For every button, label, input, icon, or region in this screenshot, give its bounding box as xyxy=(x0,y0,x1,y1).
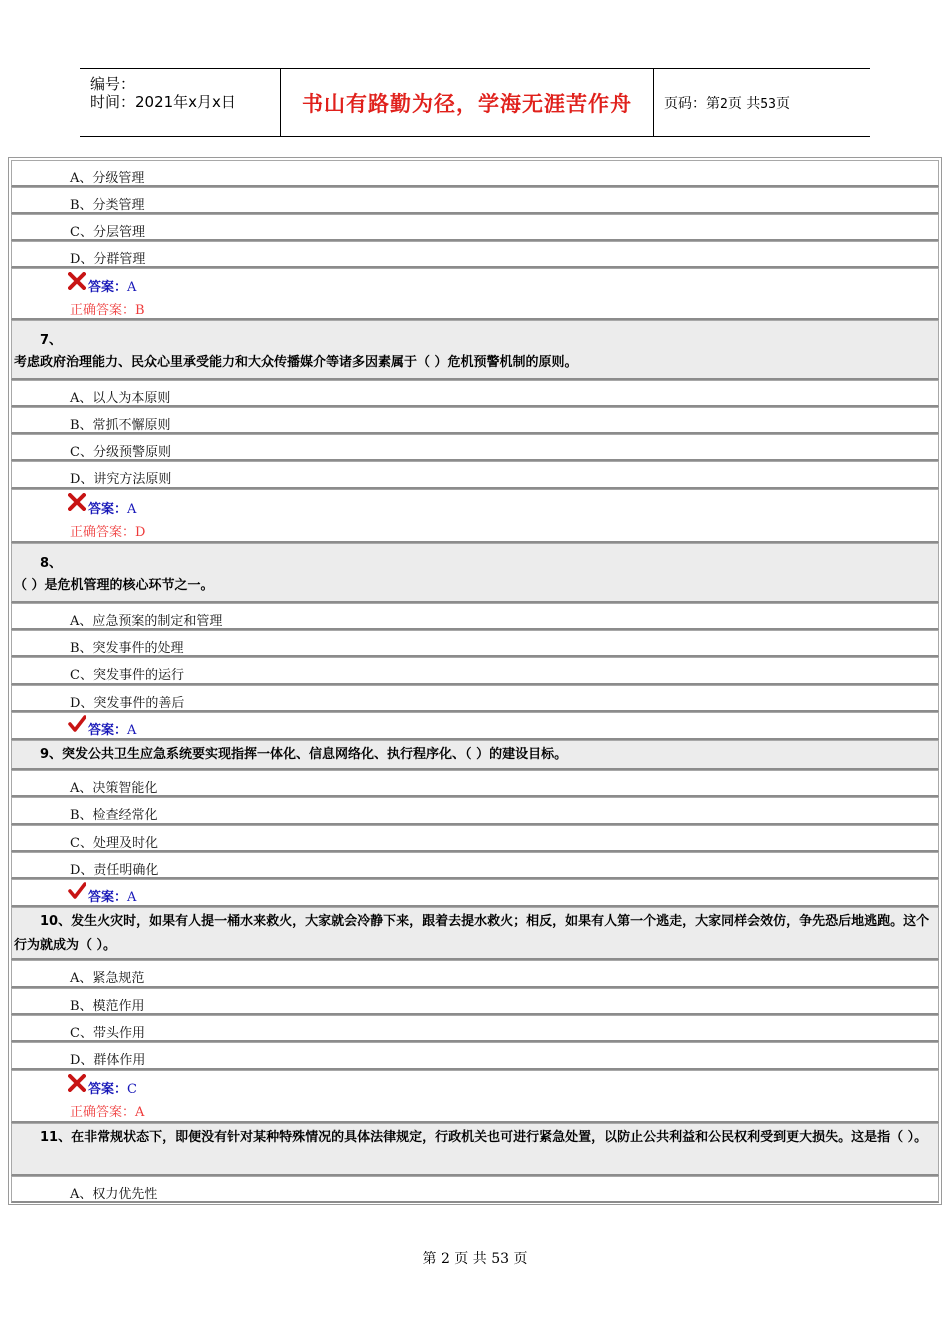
option-text: C、处理及时化 xyxy=(70,836,158,851)
red-check-icon xyxy=(68,715,86,733)
option-text: A、紧急规范 xyxy=(70,971,145,986)
correct-answer: 正确答案：D xyxy=(70,525,146,540)
question-text: 11、在非常规状态下，即便没有针对某种特殊情况的具体法律规定，行政机关也可进行紧急处置，以防止公共利益和公民权利受到更大损失。这是指（ ）。 xyxy=(40,1130,928,1145)
motto: 书山有路勤为径，学海无涯苦作舟 xyxy=(302,91,632,116)
answer-row xyxy=(11,879,939,907)
option-text: B、常抓不懈原则 xyxy=(70,418,171,433)
question-row xyxy=(11,907,939,960)
answer-row xyxy=(11,1070,939,1123)
question-row xyxy=(11,740,939,770)
option-text: A、应急预案的制定和管理 xyxy=(70,614,223,629)
option-row xyxy=(11,630,939,657)
document-header xyxy=(80,68,870,137)
option-row xyxy=(11,187,939,214)
option-text: A、以人为本原则 xyxy=(70,391,171,406)
question-row xyxy=(11,543,939,603)
answer-row xyxy=(11,489,939,543)
answer-row xyxy=(11,268,939,320)
answer-row xyxy=(11,712,939,740)
header-meta-cell xyxy=(80,69,281,136)
option-text: A、分级管理 xyxy=(70,171,145,186)
option-text: B、检查经常化 xyxy=(70,808,158,823)
question-row xyxy=(11,1123,939,1176)
answer-text: 答案：A xyxy=(88,502,137,517)
question-text: 9、突发公共卫生应急系统要实现指挥一体化、信息网络化、执行程序化、（ ）的建设目标。 xyxy=(40,747,568,762)
option-text: B、模范作用 xyxy=(70,999,145,1014)
option-row xyxy=(11,770,939,797)
option-row xyxy=(11,241,939,268)
question-row xyxy=(11,320,939,380)
header-page-cell xyxy=(654,69,870,136)
answer-text: 答案：A xyxy=(88,723,137,738)
question-text: （ ）是危机管理的核心环节之一。 xyxy=(14,578,214,593)
option-text: B、突发事件的处理 xyxy=(70,641,184,656)
answer-text: 答案：A xyxy=(88,890,137,905)
option-row xyxy=(11,1015,939,1042)
question-text: 10、发生火灾时，如果有人提一桶水来救火，大家就会冷静下来，跟着去提水救火；相反，如果有人第一个逃走，大家同样会效仿，争先恐后地逃跑。这个行为就成为（ ）。 xyxy=(14,914,930,953)
option-row xyxy=(11,960,939,988)
quiz-table xyxy=(8,157,942,1205)
answer-text: 答案：A xyxy=(88,280,137,295)
option-text: A、权力优先性 xyxy=(70,1187,158,1202)
option-row xyxy=(11,685,939,712)
option-text: B、分类管理 xyxy=(70,198,145,213)
question-text: 考虑政府治理能力、民众心里承受能力和大众传播媒介等诸多因素属于（ ）危机预警机制的原则。 xyxy=(14,355,578,370)
page-counter: 页码：第2页 共53页 xyxy=(664,95,790,112)
red-cross-icon xyxy=(68,493,86,511)
option-text: C、分级预警原则 xyxy=(70,445,171,460)
option-text: A、决策智能化 xyxy=(70,781,158,796)
question-number: 8、 xyxy=(40,556,63,571)
question-number: 7、 xyxy=(40,333,63,348)
option-row xyxy=(11,657,939,685)
option-text: D、群体作用 xyxy=(70,1053,146,1068)
option-row xyxy=(11,825,939,852)
option-row xyxy=(11,434,939,461)
option-row xyxy=(11,797,939,825)
option-text: D、责任明确化 xyxy=(70,863,159,878)
option-row xyxy=(11,407,939,434)
option-row xyxy=(11,160,939,187)
option-row xyxy=(11,852,939,879)
option-text: C、带头作用 xyxy=(70,1026,145,1041)
option-row xyxy=(11,603,939,630)
option-row xyxy=(11,1042,939,1070)
option-text: C、突发事件的运行 xyxy=(70,668,184,683)
option-row xyxy=(11,380,939,407)
red-check-icon xyxy=(68,882,86,900)
option-row xyxy=(11,214,939,241)
option-text: C、分层管理 xyxy=(70,225,145,240)
answer-text: 答案：C xyxy=(88,1082,137,1097)
correct-answer: 正确答案：B xyxy=(70,303,145,318)
correct-answer: 正确答案：A xyxy=(70,1105,145,1120)
code-label: 编号： xyxy=(90,75,136,93)
option-row xyxy=(11,461,939,489)
option-row xyxy=(11,988,939,1015)
page-footer: 第 2 页 共 53 页 xyxy=(422,1251,528,1267)
date-line: 时间：2021年x月x日 xyxy=(90,93,236,111)
option-text: D、讲究方法原则 xyxy=(70,472,172,487)
option-row xyxy=(11,1176,939,1203)
red-cross-icon xyxy=(68,1074,86,1092)
header-motto-cell xyxy=(281,69,654,136)
red-cross-icon xyxy=(68,272,86,290)
option-text: D、突发事件的善后 xyxy=(70,696,185,711)
option-text: D、分群管理 xyxy=(70,252,146,267)
